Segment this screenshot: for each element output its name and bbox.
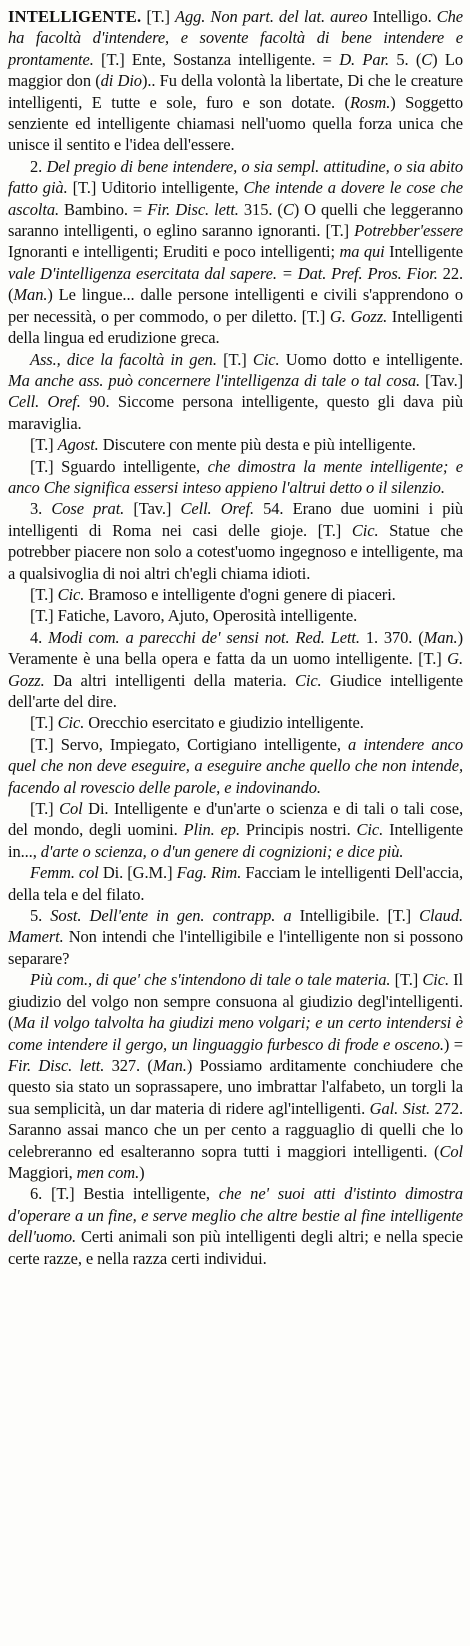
italic-run: che dimostra la mente intelligente; e anco Che significa essersi inteso appieno l'altrui detto o il silenzio. [8,456,463,497]
italic-run: Man. [13,285,48,305]
text-run: ) Veramente è una bella opera e fatta da un uomo intelligente. [T.] [8,627,463,669]
italic-run: Cic. [351,520,390,540]
italic-run: men com. [76,1162,140,1182]
italic-run: Sost. Dell'ente in gen. contrapp. a [50,906,300,926]
italic-run: Cose prat. [51,499,134,519]
text-run: 54. Erano due uomini i più intelligenti di Roma nei casi delle gioje. [T.] [8,499,464,540]
italic-run: Ass., dice la facoltà in gen. [30,349,224,369]
italic-run: Col [59,799,89,819]
text-run: ) = [443,1034,463,1054]
text-run: Certi animali son più intelligenti degli altri; e nella specie certe razze, e nella razza certi individui. [8,1227,463,1268]
italic-run: Fir. Disc. lett. [8,1055,112,1075]
italic-run: Agost. [57,435,103,455]
italic-run: di Dio [100,71,142,91]
italic-run: Fag. Rim. [176,863,246,883]
text-run: Intelligente [389,242,463,262]
text-run: ) Lo maggior don ( [8,49,463,91]
text-run: Da altri intelligenti della materia. [53,670,295,690]
italic-run: Più com., di que' che s'intendono di tale o tale materia. [30,970,395,990]
text-run: [T.] [30,584,58,604]
text-run: Intelligibile. [T.] [299,906,420,926]
text-run: Orecchio esercitato e giudizio intelligente. [88,713,364,733]
italic-run: Man. [152,1055,187,1075]
italic-run: Cic. [294,670,330,690]
text-run: Principis nostri. [245,820,357,840]
text-run: [Tav.] [425,370,463,390]
italic-run: Man. [423,627,458,647]
italic-run: Cic. [57,713,89,733]
entry-paragraph-7 [8,584,463,605]
italic-run: Cell. Oref. [180,499,264,519]
italic-run: Claud. Mamert. [8,906,464,947]
text-run: [T.] Fatiche, Lavoro, Ajuto, Operosità intelligente. [30,606,358,626]
text-run: [Tav.] [133,499,181,519]
text-run: 315. ( [243,199,283,219]
text-run: Uomo dotto e intelligente. [285,349,463,369]
italic-run: Che ha facoltà d'intendere, e sovente facoltà di bene intendere e prontamente. [8,7,463,69]
entry-paragraph-4 [8,434,463,455]
italic-run: Cic. [422,970,454,990]
italic-run: Ma anche ass. può concernere l'intelligenza di tale o tal cosa. [8,370,426,390]
text-run: Intelligo. [372,7,437,26]
text-run: 1. 370. ( [365,627,424,647]
entry-paragraph-10 [8,712,463,733]
entry-paragraph-14 [8,905,463,969]
entry-paragraph-3 [8,349,463,435]
italic-run: G. Gozz. [8,649,463,690]
text-run: Discutere con mente più desta e più intelligente. [102,435,416,455]
text-run: Bramoso e intelligente d'ogni genere di piaceri. [88,584,396,604]
entry-paragraph-9 [8,627,463,713]
text-run: 6. [T.] Bestia intelligente, [30,1184,219,1204]
italic-run: Cic. [252,349,286,369]
text-run: [T.] Sguardo intelligente, [30,456,208,476]
entry-paragraph-8 [8,605,463,626]
italic-run: Col [439,1141,463,1161]
text-run: Ignoranti e intelligenti; Eruditi e poco intelligenti; [8,242,340,262]
text-run: ) [139,1162,145,1182]
text-run: [T.] [30,713,58,733]
italic-run: vale D'intelligenza esercitata dal sapere. = Dat. Pref. Pros. Fior. [8,263,443,283]
text-run: 22. ( [8,263,463,305]
text-run: Bambino. = [64,199,148,219]
italic-run: Femm. col [30,863,103,883]
text-run: ) Le lingue... dalle persone intelligenti e civili s'apprendono o per necessità, o per commodo, o per diletto. [T.] [8,285,463,326]
text-run: Giudice intelligente dell'arte del dire. [8,670,463,711]
entry-paragraph-16 [8,1183,463,1269]
text-run: Intelligente in..., [8,820,464,861]
italic-run: che ne' suoi atti d'istinto dimostra d'operare a un fine, e serve meglio che altre bestie al fine intelligente dell'uomo. [8,1184,463,1247]
text-run: 5. ( [396,49,422,69]
italic-run: d'arte o scienza, o d'un genere di cognizioni; e dice più. [40,841,404,861]
text-run: ).. Fu della volontà la libertate, Di che le creature intelligenti, E tutte e sole, furo e son dotate. ( [8,71,464,112]
italic-run: Cic. [356,820,390,840]
italic-run: Modi com. a parecchi de' sensi not. Red. Lett. [48,627,366,647]
text-run: [T.] [30,799,60,819]
text-run: 327. ( [111,1055,153,1075]
entry-paragraph-1 [8,6,463,156]
text-run: [T.] [394,970,423,990]
text-run: Intelligenti della lingua ed erudizione greca. [8,306,463,348]
text-run: 4. [30,627,49,647]
italic-run: Cic. [57,584,89,604]
italic-run: Che intende a dovere le cose che ascolta. [8,178,463,219]
text-run: Di. Intelligente e d'un'arte o scienza e di tali o tali cose, del mondo, degli uomini. [8,799,463,840]
entry-paragraph-5 [8,456,463,499]
text-run: Maggiori, [8,1162,77,1182]
text-run: [T.] Ente, Sostanza intelligente. = [101,49,340,69]
italic-run: Ma il volgo talvolta ha giudizi meno volgari; e un certo intendersi è come intendere il gergo, un linguaggio furbesco di frode e osceno. [8,1013,463,1054]
entry-paragraph-13 [8,862,463,905]
text-run: ) O quelli che leggeranno saranno intelligenti, o eglino saranno ignoranti. [T.] [8,199,463,241]
italic-run: Plin. ep. [183,820,246,840]
italic-run: Potrebber'essere [354,221,463,241]
text-run: [T.] Uditorio intelligente, [72,178,244,198]
italic-run: G. Gozz. [329,306,392,326]
headword: INTELLIGENTE. [8,7,142,26]
italic-run: Del pregio di bene intendere, o sia sempl. attitudine, o sia abito fatto già. [8,156,463,198]
text-run: 272. Saranno assai manco che un per cento a ragguaglio di quelli che lo celebreranno ed esalteranno sopra tutti i maggiori intelligenti. ( [8,1098,463,1161]
text-run: Statue che potrebber piacere non solo a cotest'uomo ingegnoso e intelligente, ma a qualsivoglia di noi altri ch'egli chiama idioti. [8,520,463,583]
italic-run: a intendere anco quel che non deve eseguire, a eseguire anche quello che non intende, facendo al rovescio delle parole, e indovinando. [8,734,463,797]
text-run: ) Possiamo arditamente conchiudere che questo sia stato un soprassapere, uno imbrattar l'alfabeto, un torgli la sua semplicità, un dar materia di ridere agl'intelligenti. [8,1055,463,1118]
italic-run: C [421,49,433,69]
italic-run: Rosm. [349,92,391,112]
text-run: [T.] Servo, Impiegato, Cortigiano intelligente, [30,734,349,754]
text-run: ) Soggetto senziente ed intelligente chiamasi nell'uomo quella forza unica che unisce il sentito e l'idea dell'essere. [8,92,463,155]
entry-paragraph-12 [8,798,463,862]
italic-run: C [282,199,294,219]
text-run: [T.] [146,7,176,26]
text-run: 5. [30,906,51,926]
entry-paragraph-11 [8,734,463,798]
italic-run: ma qui [339,242,390,262]
italic-run: Cell. Oref. [8,392,90,412]
text-run: [T.] [223,349,253,369]
italic-run: Fir. Disc. lett. [147,199,244,219]
italic-run: Gal. Sist. [369,1098,435,1118]
italic-run: D. Par. [339,49,397,69]
italic-run: Agg. Non part. del lat. aureo [175,7,373,26]
text-run: 90. Siccome persona intelligente, questo gli dava più maraviglia. [8,392,463,433]
text-run: Facciam le intelligenti Dell'accia, della tela e del filato. [8,863,463,904]
text-run: Il giudizio del volgo non sempre consuona al giudizio degl'intelligenti. ( [8,970,464,1033]
text-run: 3. [30,499,52,519]
entry-paragraph-15 [8,969,463,1183]
entry-paragraph-2 [8,156,463,349]
text-run: 2. [30,156,47,176]
entry-paragraph-6 [8,498,463,584]
text-run: [T.] [30,435,58,455]
text-run: Non intendi che l'intelligibile e l'intelligente non si possono separare? [8,927,463,968]
text-run: Di. [G.M.] [102,863,177,883]
